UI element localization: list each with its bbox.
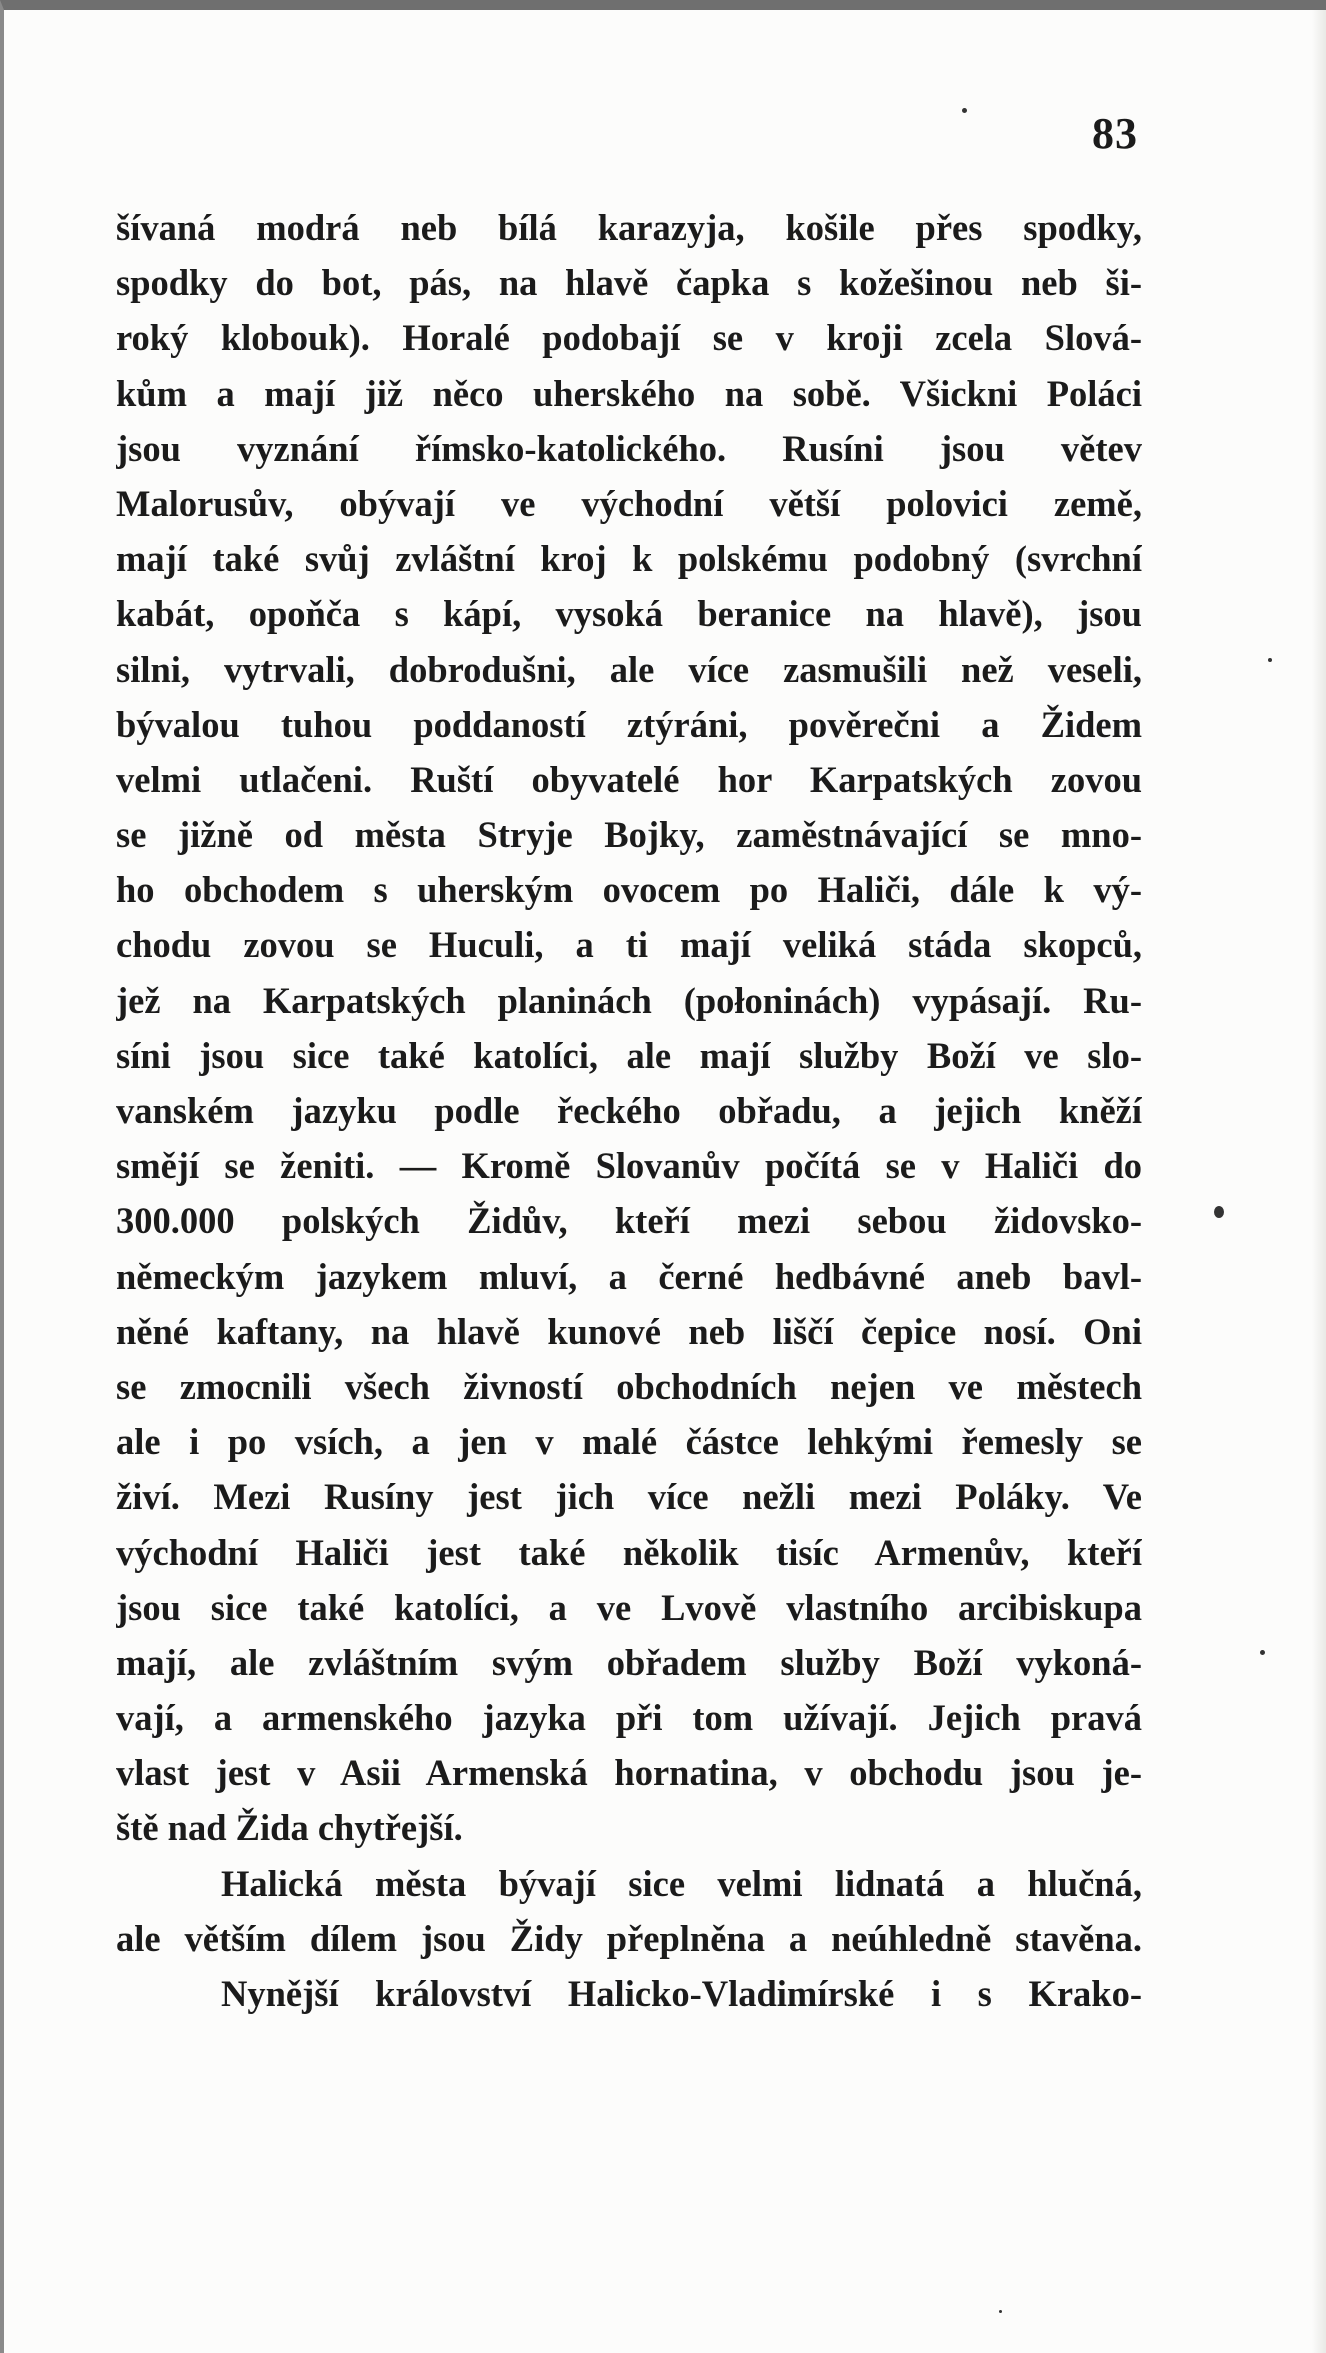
text-line-paragraph-start: Halická města bývají sice velmi lidnatá a hlučná, bbox=[221, 1862, 1142, 1904]
text-line-paragraph-start: Nynější království Halicko-Vladimírské i s Krako- bbox=[221, 1973, 1142, 2014]
scan-speck bbox=[1214, 1206, 1224, 1218]
text-line: síni jsou sice také katolíci, ale mají služby Boží ve slo- bbox=[116, 1034, 1142, 1076]
text-line: se jižně od města Stryje Bojky, zaměstnávající se mno- bbox=[116, 814, 1142, 856]
scan-speck bbox=[999, 2310, 1002, 2313]
scan-speck bbox=[1268, 658, 1272, 662]
text-line: šívaná modrá neb bílá karazyja, košile přes spodky, bbox=[116, 207, 1142, 248]
text-line: mají, ale zvláštním svým obřadem služby Boží vykoná- bbox=[116, 1641, 1142, 1683]
text-line: ště nad Žida chytřejší. bbox=[116, 1807, 463, 1849]
text-line: jsou sice také katolíci, a ve Lvově vlastního arcibiskupa bbox=[116, 1586, 1142, 1628]
text-line: ale větším dílem jsou Židy přeplněna a neúhledně stavěna. bbox=[116, 1917, 1142, 1959]
text-line: se zmocnili všech živností obchodních nejen ve městech bbox=[116, 1365, 1142, 1407]
text-line: Malorusův, obývají ve východní větší polovici země, bbox=[116, 482, 1142, 524]
text-line: spodky do bot, pás, na hlavě čapka s kožešinou neb ši- bbox=[116, 262, 1142, 304]
text-line: vají, a armenského jazyka při tom užívají. Jejich pravá bbox=[116, 1697, 1142, 1739]
text-line: německým jazykem mluví, a černé hedbávné aneb bavl- bbox=[116, 1255, 1142, 1297]
text-line: velmi utlačeni. Ruští obyvatelé hor Karpatských zovou bbox=[116, 758, 1142, 800]
text-line: vanském jazyku podle řeckého obřadu, a jejich kněží bbox=[116, 1090, 1142, 1131]
text-line: 300.000 polských Židův, kteří mezi sebou židovsko- bbox=[116, 1200, 1142, 1242]
text-line: živí. Mezi Rusíny jest jich více nežli mezi Poláky. Ve bbox=[116, 1476, 1142, 1518]
page-number: 83 bbox=[1092, 109, 1138, 158]
page-edge-shadow bbox=[1312, 10, 1326, 2353]
text-line: smějí se ženiti. — Kromě Slovanův počítá se v Haliči do bbox=[116, 1145, 1142, 1187]
text-line: bývalou tuhou poddaností ztýráni, pověrečni a Židem bbox=[116, 703, 1142, 745]
text-line: kům a mají již něco uherského na sobě. Všickni Poláci bbox=[116, 372, 1142, 414]
text-line: něné kaftany, na hlavě kunové neb liščí čepice nosí. Oni bbox=[116, 1310, 1142, 1352]
text-line: kabát, opoňča s kápí, vysoká beranice na hlavě), jsou bbox=[116, 593, 1142, 635]
text-line: východní Haliči jest také několik tisíc Armenův, kteří bbox=[116, 1531, 1142, 1573]
text-line: roký klobouk). Horalé podobají se v kroji zcela Slová- bbox=[116, 317, 1142, 359]
text-line: silni, vytrvali, dobrodušni, ale více zasmušili než veseli, bbox=[116, 648, 1142, 690]
scan-speck bbox=[1260, 1650, 1265, 1655]
text-line: ho obchodem s uherským ovocem po Haliči, dále k vý- bbox=[116, 869, 1142, 911]
text-line: jež na Karpatských planinách (połoninách) vypásají. Ru- bbox=[116, 979, 1142, 1021]
text-line: mají také svůj zvláštní kroj k polskému podobný (svrchní bbox=[116, 538, 1142, 580]
text-line: ale i po vsích, a jen v malé částce lehkými řemesly se bbox=[116, 1421, 1142, 1463]
body-text bbox=[116, 200, 1142, 2021]
text-line: chodu zovou se Huculi, a ti mají veliká stáda skopců, bbox=[116, 924, 1142, 966]
text-line: jsou vyznání římsko-katolického. Rusíni jsou větev bbox=[116, 427, 1142, 469]
scan-speck bbox=[962, 108, 967, 113]
text-line: vlast jest v Asii Armenská hornatina, v obchodu jsou je- bbox=[116, 1752, 1142, 1794]
